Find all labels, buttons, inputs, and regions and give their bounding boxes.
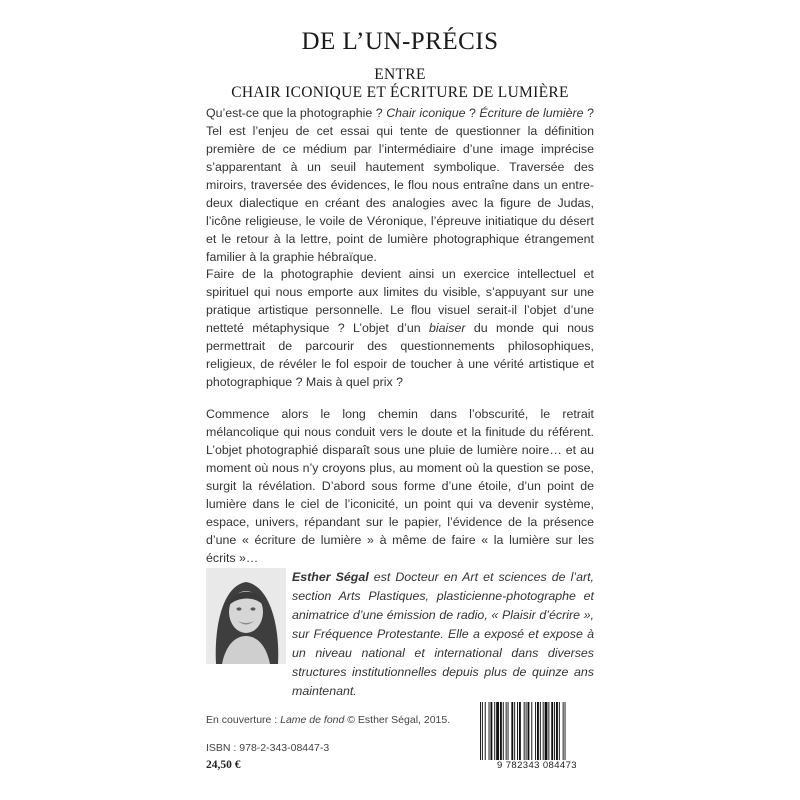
p1-italic-chair: Chair iconique bbox=[386, 106, 466, 120]
p1-text-a: Qu’est-ce que la photographie ? bbox=[206, 106, 387, 120]
author-bio bbox=[292, 568, 594, 701]
isbn: ISBN : 978-2-343-08447-3 bbox=[206, 742, 330, 754]
author-portrait-icon bbox=[206, 568, 286, 664]
blurb-paragraph-1 bbox=[206, 104, 594, 266]
barcode-icon bbox=[478, 702, 598, 760]
book-title: DE L’UN-PRÉCIS bbox=[301, 28, 499, 55]
blurb-paragraph-3: Commence alors le long chemin dans l’obscurité, le retrait mélancolique qui nous conduit vers le doute et la finitude du référent. L’objet photographié disparaît sous une pluie de lumière noire… et au moment où nous n’y croyons plus, au moment où la question se pose, surgit la révélation. D’abord sous forme d’une étoile, d’un point de lumière dans le ciel de l’iconicité, un point qui va devenir système, espace, univers, répandant sur le papier, l’évidence de la présence d’une « écriture de lumière » à même de faire « la lumière sur les écrits »… bbox=[206, 407, 594, 565]
p1-text-e: ? Tel est l’enjeu de cet essai qui tente de questionner la définition première de ce médium par l’intermédiaire d’une image imprécise s’apparentant à un seuil hautement symbolique. Traversée des miroirs, traversée des évidences, le flou nous entraîne dans un entre-deux dialectique en créant des analogies avec la figure de Judas, l’icône religieuse, le voile de Véronique, l’épreuve initiatique du désert et le retour à la lettre, point de lumière photographique étrangement familier à la graphie hébraïque. bbox=[206, 106, 594, 264]
credit-prefix: En couverture : bbox=[206, 714, 281, 726]
p2-text-c: du monde qui nous permettrait de parcourir des questionnements philosophiques, religieux, de révéler le fol espoir de toucher à une vérité artistique et photographique ? Mais à quel prix ? bbox=[206, 321, 595, 389]
credit-work-title: Lame de fond bbox=[280, 714, 345, 726]
p1-text-c: ? bbox=[465, 106, 480, 120]
author-photo bbox=[206, 568, 286, 664]
cover-credit bbox=[206, 714, 450, 726]
blurb-paragraph-2 bbox=[206, 265, 594, 391]
subtitle-line-2: CHAIR ICONIQUE ET ÉCRITURE DE LUMIÈRE bbox=[231, 84, 569, 101]
author-name: Esther Ségal bbox=[292, 570, 369, 584]
author-bio-text: est Docteur en Art et sciences de l’art, section Arts Plastiques, plasticienne-photographe et animatrice d’une émission de radio, « Plaisir d’écrire », sur Fréquence Protestante. Elle a exposé et expose à un niveau national et international dans diverses structures institutionnelles depuis plus de quinze ans maintenant. bbox=[292, 570, 594, 698]
barcode-number: 9 782343 084473 bbox=[497, 760, 577, 771]
p2-italic-biaiser: biaiser bbox=[428, 321, 466, 335]
p1-italic-ecriture: Écriture de lumière bbox=[479, 106, 584, 120]
subtitle-line-1: ENTRE bbox=[374, 66, 426, 83]
price: 24,50 € bbox=[206, 759, 241, 771]
credit-suffix: © Esther Ségal, 2015. bbox=[344, 714, 451, 726]
p2-text-a: Faire de la photographie devient ainsi un exercice intellectuel et spirituel qui nous emporte aux limites du visible, s’appuyant sur une pratique artistique personnelle. Le flou visuel serait-il l’objet d’une netteté métaphysique ? L’objet d’un bbox=[206, 267, 594, 335]
